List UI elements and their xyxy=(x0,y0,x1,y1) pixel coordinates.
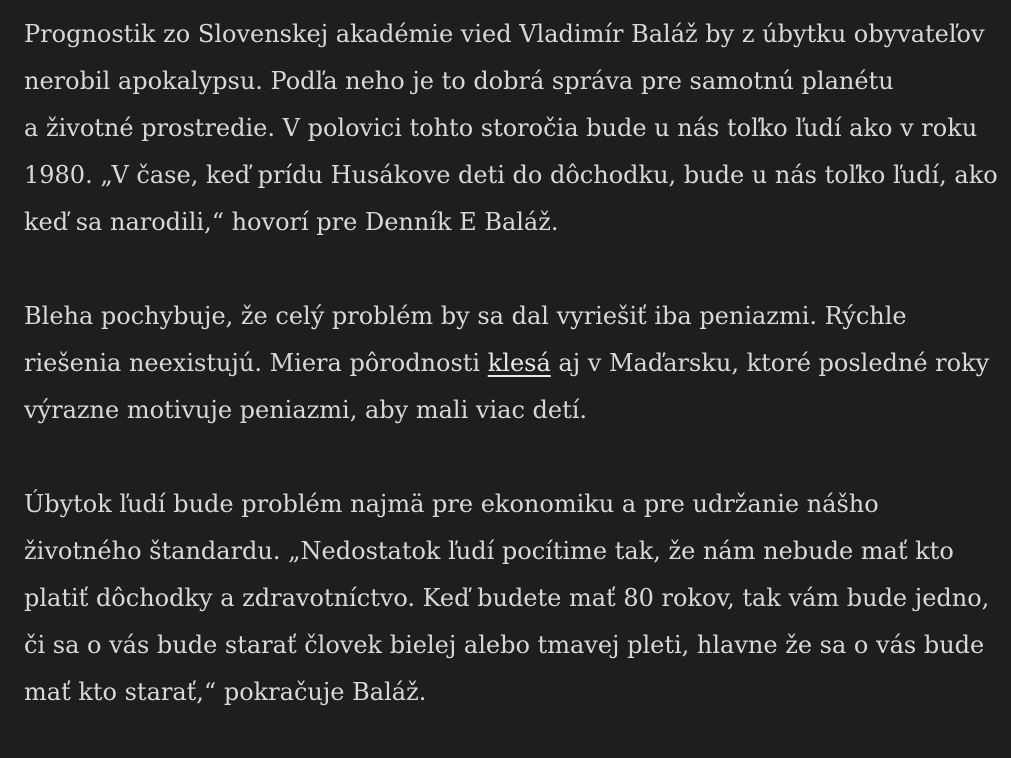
text-line: nerobil apokalypsu. Podľa neho je to dobrá správa pre samotnú planétu xyxy=(24,67,894,95)
text-segment: riešenia neexistujú. Miera pôrodnosti xyxy=(24,349,488,377)
text-segment: aj v Maďarsku, ktoré posledné roky xyxy=(550,349,990,377)
paragraph-1 xyxy=(24,11,1004,246)
text-line: Prognostik zo Slovenskej akadémie vied Vladimír Baláž by z úbytku obyvateľov xyxy=(24,20,985,48)
paragraph-spacer xyxy=(24,434,1004,481)
text-line: 1980. „V čase, keď prídu Husákove deti do dôchodku, bude u nás toľko ľudí, ako xyxy=(24,161,998,189)
inline-link-klesa[interactable]: klesá xyxy=(487,349,551,377)
paragraph-3 xyxy=(24,481,1004,716)
text-line: Bleha pochybuje, že celý problém by sa dal vyriešiť iba peniazmi. Rýchle xyxy=(24,302,907,330)
article-body xyxy=(24,11,1004,716)
paragraph-spacer xyxy=(24,246,1004,293)
text-line: keď sa narodili,“ hovorí pre Denník E Baláž. xyxy=(24,208,559,236)
text-line: životného štandardu. „Nedostatok ľudí pocítime tak, že nám nebude mať kto xyxy=(24,537,954,565)
text-line: výrazne motivuje peniazmi, aby mali viac detí. xyxy=(24,396,588,424)
text-line: Úbytok ľudí bude problém najmä pre ekonomiku a pre udržanie nášho xyxy=(24,490,879,518)
text-line: a životné prostredie. V polovici tohto storočia bude u nás toľko ľudí ako v roku xyxy=(24,114,978,142)
paragraph-2 xyxy=(24,293,1004,434)
text-line: platiť dôchodky a zdravotníctvo. Keď budete mať 80 rokov, tak vám bude jedno, xyxy=(24,584,990,612)
text-line: mať kto starať,“ pokračuje Baláž. xyxy=(24,678,427,706)
text-line: či sa o vás bude starať človek bielej alebo tmavej pleti, hlavne že sa o vás bude xyxy=(24,631,985,659)
text-line xyxy=(24,340,1004,387)
